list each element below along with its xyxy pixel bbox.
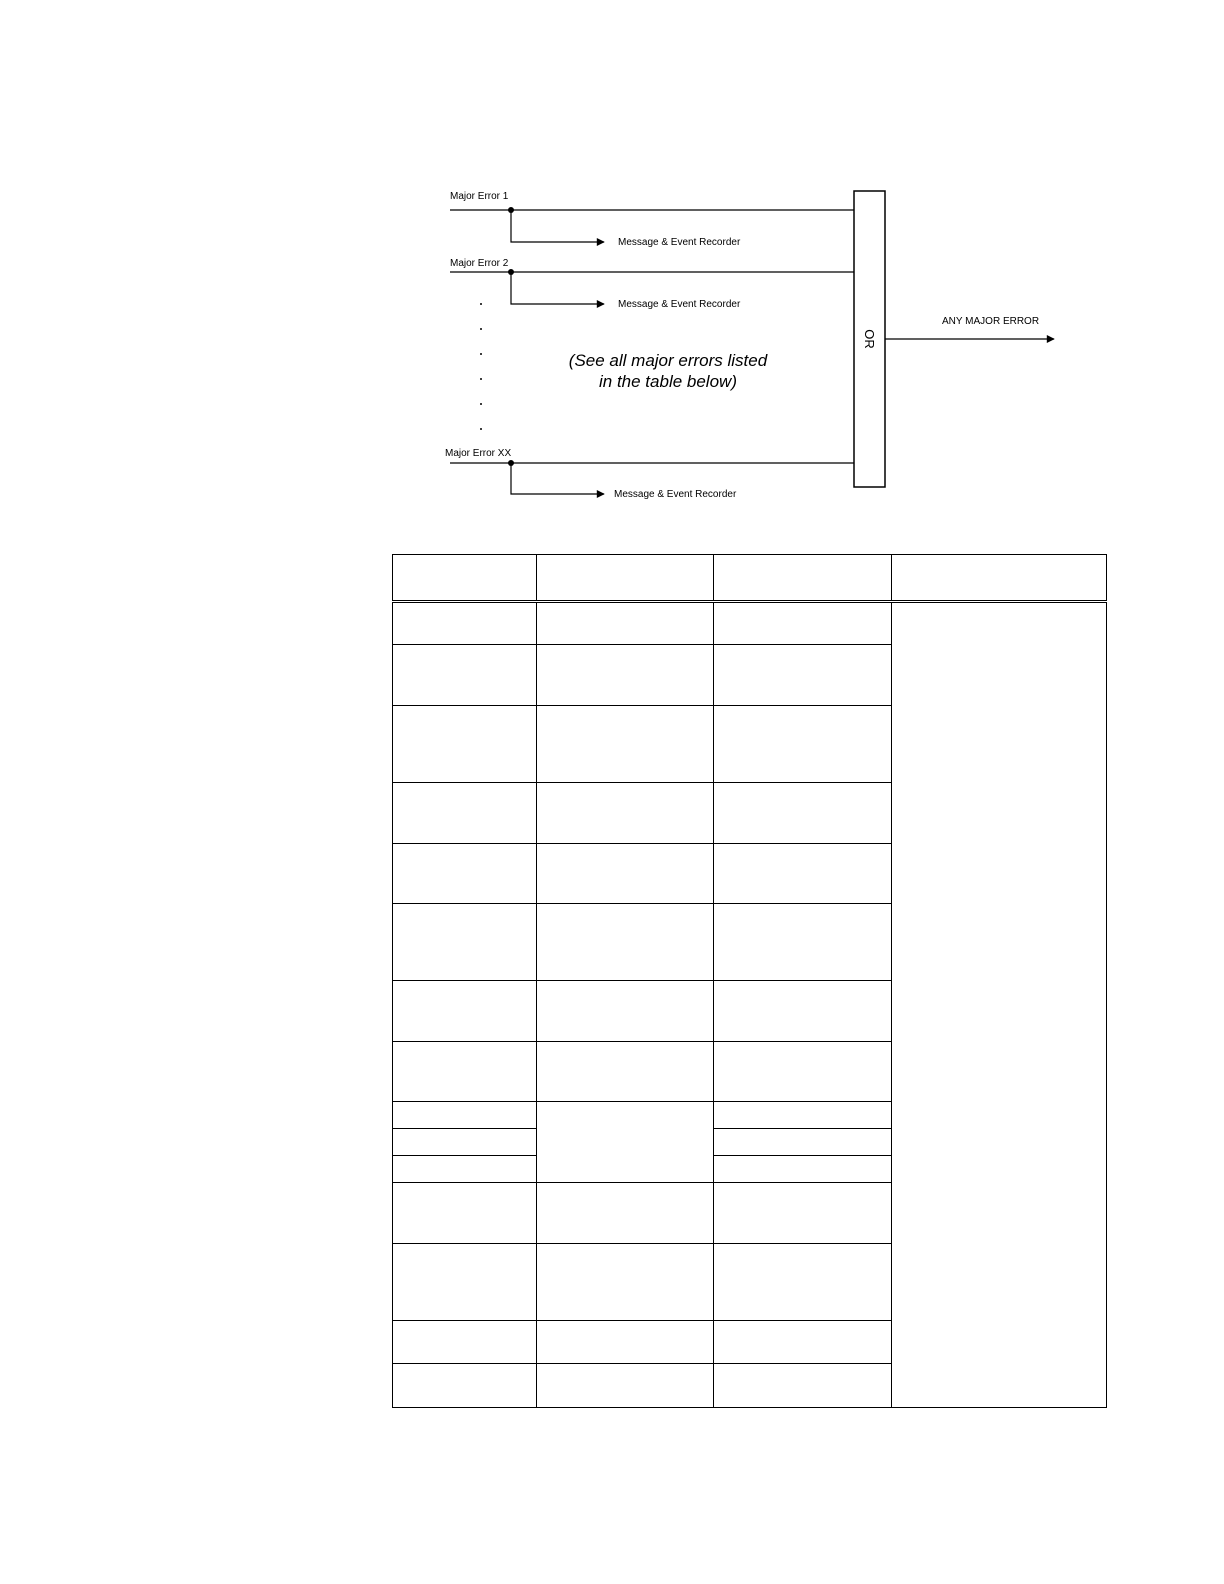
note-line-1: (See all major errors listed	[568, 351, 768, 370]
table-cell	[714, 1042, 892, 1102]
input-label-xx: Major Error XX	[445, 448, 512, 459]
table-cell	[714, 1183, 892, 1244]
table-cell	[714, 844, 892, 904]
table-row	[393, 602, 1107, 645]
major-errors-table	[392, 554, 1107, 1408]
table-cell-merged	[537, 1102, 714, 1183]
table-cell	[393, 602, 537, 645]
or-gate-label: OR	[862, 329, 877, 349]
table-cell	[393, 1183, 537, 1244]
table-header-row	[393, 555, 1107, 602]
input-label-1: Major Error 1	[450, 191, 509, 202]
note-line-2: in the table below)	[599, 372, 737, 391]
table-cell	[537, 783, 714, 844]
branch-label-xx: Message & Event Recorder	[614, 489, 737, 500]
table-cell	[714, 1321, 892, 1364]
output-any-major-error	[885, 316, 1054, 339]
table-cell	[537, 1364, 714, 1408]
table-cell	[393, 904, 537, 981]
table-cell	[714, 904, 892, 981]
table-cell	[393, 844, 537, 904]
table-cell	[393, 783, 537, 844]
input-major-error-1	[450, 191, 854, 248]
table-cell	[393, 645, 537, 706]
table-cell	[714, 706, 892, 783]
header-cell	[393, 555, 537, 602]
table-cell	[537, 1244, 714, 1321]
table-cell	[393, 1244, 537, 1321]
or-gate	[854, 191, 885, 487]
header-cell	[714, 555, 892, 602]
table-cell	[537, 1042, 714, 1102]
table-cell	[393, 981, 537, 1042]
table-cell	[393, 1102, 537, 1129]
branch-label-2: Message & Event Recorder	[618, 299, 741, 310]
table-cell	[714, 1129, 892, 1156]
table-cell	[393, 1321, 537, 1364]
table-cell	[393, 1129, 537, 1156]
table-cell	[393, 706, 537, 783]
header-cell	[892, 555, 1107, 602]
header-cell	[537, 555, 714, 602]
table-cell	[714, 981, 892, 1042]
input-major-error-2	[450, 258, 854, 310]
input-major-error-xx	[445, 448, 854, 500]
table-cell	[393, 1364, 537, 1408]
table-cell	[714, 1156, 892, 1183]
table-cell	[714, 1244, 892, 1321]
table-cell	[714, 1364, 892, 1408]
table-cell	[714, 783, 892, 844]
table-cell	[393, 1156, 537, 1183]
table-cell	[537, 602, 714, 645]
table-cell	[714, 1102, 892, 1129]
table-cell	[537, 981, 714, 1042]
branch-label-1: Message & Event Recorder	[618, 237, 741, 248]
table-cell	[537, 1183, 714, 1244]
table-cell	[537, 844, 714, 904]
table-cell	[714, 645, 892, 706]
output-label: ANY MAJOR ERROR	[942, 316, 1040, 327]
table-cell	[537, 904, 714, 981]
table-cell	[537, 1321, 714, 1364]
merged-cell	[892, 602, 1107, 1408]
table-cell	[537, 645, 714, 706]
table-cell	[537, 706, 714, 783]
table-cell	[393, 1042, 537, 1102]
major-error-logic-diagram	[0, 0, 1224, 530]
table-cell	[714, 602, 892, 645]
continuation-dots	[480, 303, 482, 430]
input-label-2: Major Error 2	[450, 258, 509, 269]
